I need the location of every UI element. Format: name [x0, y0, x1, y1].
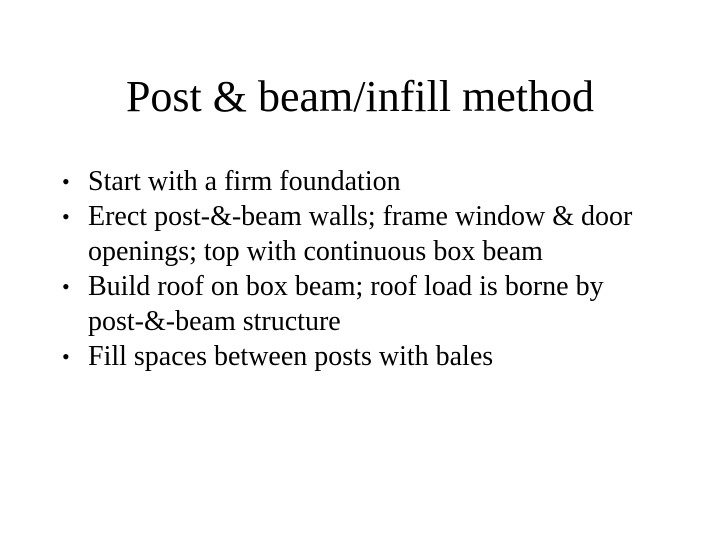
bullet-text: Erect post-&-beam walls; frame window & door openings; top with continuous box beam — [88, 201, 633, 267]
slide-title: Post & beam/infill method — [125, 72, 595, 121]
bullet-list — [56, 164, 656, 374]
bullet-dot-icon: • — [62, 204, 70, 229]
bullet-text: Fill spaces between posts with bales — [88, 341, 494, 372]
bullet-text: Build roof on box beam; roof load is borne by post-&-beam structure — [88, 271, 604, 337]
bullet-dot-icon: • — [62, 169, 70, 194]
bullet-item-walls — [56, 199, 656, 269]
bullet-dot-icon: • — [62, 344, 70, 369]
bullet-dot-icon: • — [62, 274, 70, 299]
bullet-item-foundation — [56, 164, 656, 199]
bullet-item-roof — [56, 269, 656, 339]
bullet-text: Start with a firm foundation — [88, 166, 401, 197]
bullet-item-bales — [56, 339, 656, 374]
